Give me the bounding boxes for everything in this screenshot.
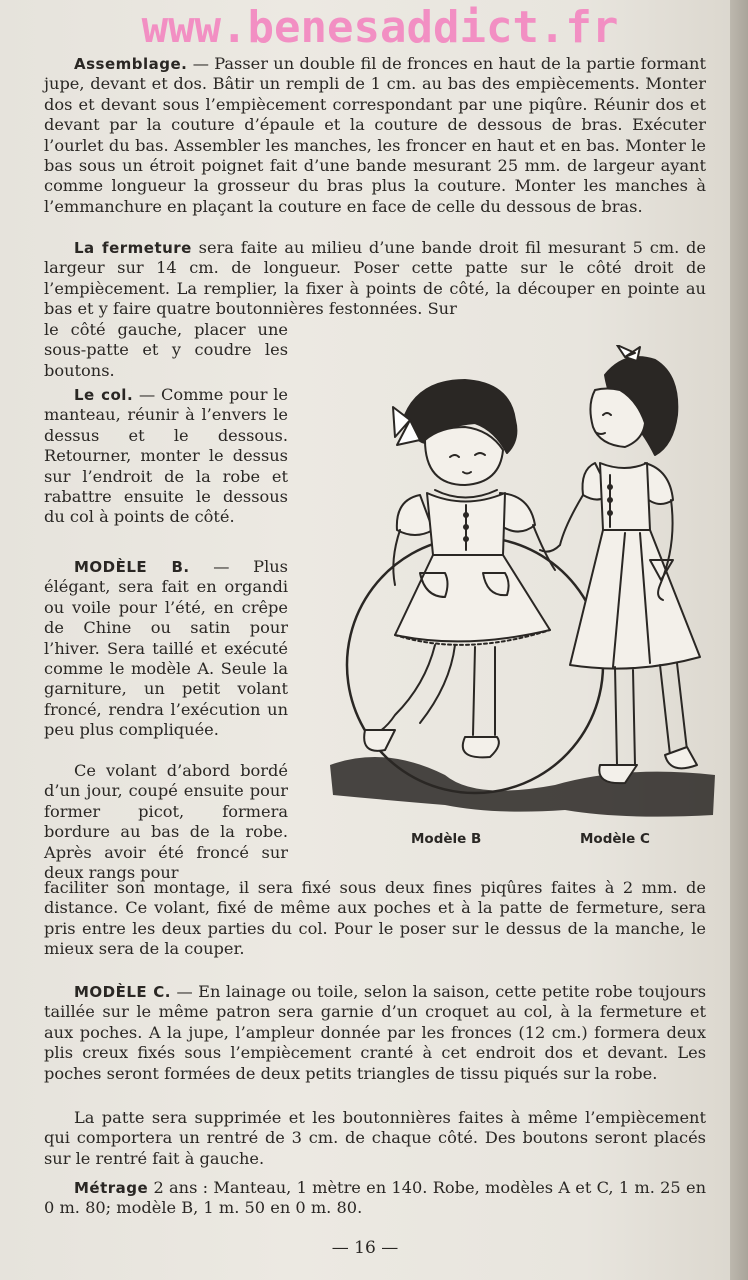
heading-modele-c: MODÈLE C. — [74, 983, 171, 1001]
paragraph-volant-cont: faciliter son montage, il sera fixé sous deux fines piqûres faites à 2 mm. de distance. Ce volant, fixé de même aux poches et à la patte de fermeture, sera pris entre les deux parties du col. Pour le poser sur le dessus de la manche, le mieux sera de la couper. — [44, 878, 706, 959]
text-metrage: 2 ans : Manteau, 1 mètre en 140. Robe, modèles A et C, 1 m. 25 en 0 m. 80; modèle B, 1 m. 50 en 0 m. 80. — [44, 1178, 706, 1218]
children-dresses-illustration — [325, 345, 720, 845]
text-fermeture: sera faite au milieu d’une bande droit fil mesurant 5 cm. de largeur sur 14 cm. de longueur. Poser cette patte sur le côté droit de l’empiècement. La remplier, la fixer à points de côté, la découper en pointe au bas et y faire quatre boutonnières festonnées. Sur — [44, 238, 706, 319]
heading-fermeture: La fermeture — [74, 239, 192, 257]
paragraph-patte: La patte sera supprimée et les boutonnières faites à même l’empiècement qui comportera un rentré de 3 cm. de chaque côté. Des boutons seront placés sur le rentré fait à gauche. — [44, 1108, 706, 1168]
caption-modele-b: Modèle B — [411, 831, 482, 847]
paragraph-fermeture-cont: le côté gauche, placer une sous-patte et y coudre les boutons. — [44, 320, 288, 380]
paragraph-modele-c — [44, 982, 706, 1084]
heading-col: Le col. — [74, 386, 134, 404]
watermark: www.benesaddict.fr — [141, 2, 619, 53]
heading-metrage: Métrage — [74, 1179, 149, 1197]
paragraph-col — [44, 385, 288, 528]
text-assemblage: — Passer un double fil de fronces en haut de la partie formant jupe, devant et dos. Bâtir un rempli de 1 cm. au bas des empiècements. Monter dos et devant sous l’empiècement correspondant par une piqûre. Réunir dos et devant par la couture d’épaule et la couture de dessous de bras. Exécuter l’ourlet du bas. Assembler les manches, les froncer en haut et en bas. Monter le bas sous un étroit poignet fait d’une bande mesurant 25 mm. de largeur ayant comme longueur la grosseur du bras plus la couture. Monter les manches à l’emmanchure en plaçant la couture en face de celle du dessous de bras. — [44, 54, 706, 216]
paragraph-metrage — [44, 1178, 706, 1219]
caption-modele-c: Modèle C — [580, 831, 650, 847]
paragraph-modele-b — [44, 557, 288, 741]
text-modele-b: — Plus élégant, sera fait en organdi ou voile pour l’été, en crêpe de Chine ou satin pour l’hiver. Sera taillé et exécuté comme le modèle A. Seule la garniture, un petit volant froncé, rendra l’exécution un peu plus compliquée. — [44, 557, 288, 740]
text-modele-c: — En lainage ou toile, selon la saison, cette petite robe toujours taillée sur le même patron sera garnie d’un croquet au col, à la fermeture et aux poches. A la jupe, l’ampleur donnée par les fronces (12 cm.) formera deux plis creux fixés sous l’empiècement cranté à cet endroit dos et devant. Les poches seront formées de deux petits triangles de tissu piqués sur la robe. — [44, 982, 706, 1083]
paragraph-volant: Ce volant d’abord bordé d’un jour, coupé ensuite pour former picot, formera bordure au bas de la robe. Après avoir été froncé sur deux rangs pour — [44, 761, 288, 883]
heading-modele-b: MODÈLE B. — [74, 558, 190, 576]
paragraph-fermeture — [44, 238, 706, 320]
heading-assemblage: Assemblage. — [74, 55, 188, 73]
text-col: — Comme pour le manteau, réunir à l’envers le dessus et le dessous. Retourner, monter le dessus sur l’endroit de la robe et rabattre ensuite le dessous du col à points de côté. — [44, 385, 288, 527]
paragraph-assemblage — [44, 54, 706, 217]
page-number: — 16 — — [331, 1238, 399, 1258]
page-edge — [730, 0, 748, 1280]
